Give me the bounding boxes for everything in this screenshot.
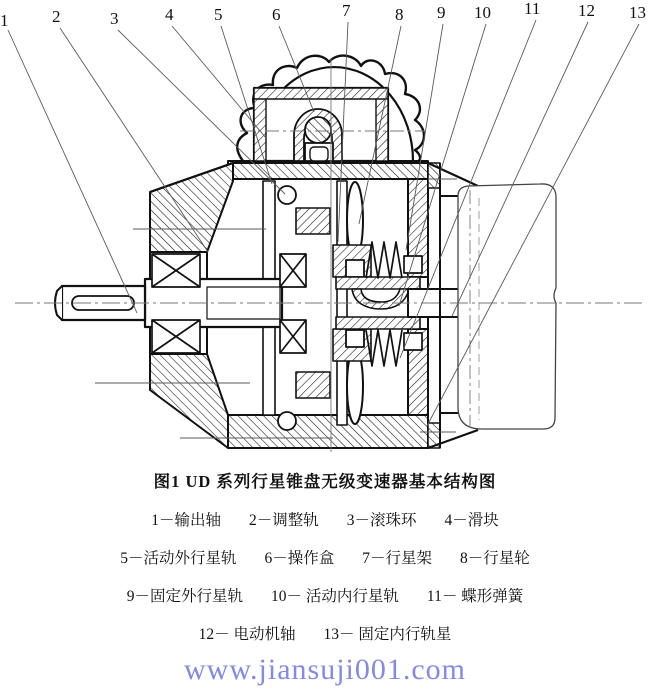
watermark-url: www.jiansuji001.com: [183, 653, 467, 686]
legend-row: [0, 508, 650, 530]
callout-number-10: 10: [474, 3, 491, 22]
callout-number-13: 13: [629, 3, 646, 22]
callout-number-5: 5: [214, 5, 223, 24]
callout-number-11: 11: [524, 0, 541, 18]
inner-track-bowl: [352, 289, 409, 309]
legend-item: 11－ 蝶形弹簧: [426, 588, 524, 605]
callout-number-3: 3: [110, 9, 119, 28]
ball: [305, 117, 331, 143]
legend-item: 7－行星架: [362, 550, 433, 567]
slider-bottom: [296, 372, 330, 398]
figure-caption: 图1 UD 系列行星锥盘无级变速器基本结构图: [153, 472, 497, 491]
legend-item: 9－固定外行星轨: [126, 588, 244, 605]
legend-item: 10－ 活动内行星轨: [271, 588, 399, 605]
legend-item: 5－活动外行星轨: [120, 550, 237, 567]
legend-item: 13－ 固定内行轨星: [323, 626, 452, 643]
track-notch-top: [404, 256, 422, 273]
callout-number-6: 6: [272, 5, 281, 24]
housing-left-lower-wall: [150, 354, 228, 448]
callout-number-4: 4: [165, 5, 174, 24]
housing-left-upper-wall: [150, 163, 233, 252]
ball-ring-bottom: [278, 412, 296, 430]
parts-legend: [0, 508, 650, 660]
legend-item: 6－操作盒: [264, 550, 335, 567]
leader-2: [60, 28, 208, 252]
housing-base: [228, 415, 428, 448]
legend-row: [0, 546, 650, 568]
legend-item: 3－滚珠环: [346, 512, 417, 529]
inner-track-band-bottom: [336, 317, 420, 329]
legend-item: 2－调整轨: [248, 512, 319, 529]
callout-number-9: 9: [437, 3, 446, 22]
legend-item: 4－滑块: [444, 512, 499, 529]
hub-notch-top: [346, 260, 364, 277]
box-wall-top: [254, 88, 388, 99]
pedestal-knob: [310, 147, 328, 161]
legend-row: [0, 584, 650, 606]
callout-number-12: 12: [578, 1, 595, 20]
legend-item: 8－行星轮: [460, 550, 530, 567]
motor-body-outline: [458, 184, 556, 429]
hub-notch-bottom: [346, 330, 364, 347]
callout-number-7: 7: [342, 1, 351, 20]
ball-ring-top: [278, 186, 296, 204]
legend-item: 1－输出轴: [151, 512, 221, 529]
slider-top: [296, 208, 330, 234]
legend-row: [0, 622, 650, 644]
callout-number-2: 2: [52, 7, 61, 26]
legend-item: 12－ 电动机轴: [198, 626, 296, 643]
callout-number-8: 8: [395, 5, 404, 24]
callout-number-1: 1: [0, 11, 9, 30]
leader-1: [8, 30, 137, 313]
